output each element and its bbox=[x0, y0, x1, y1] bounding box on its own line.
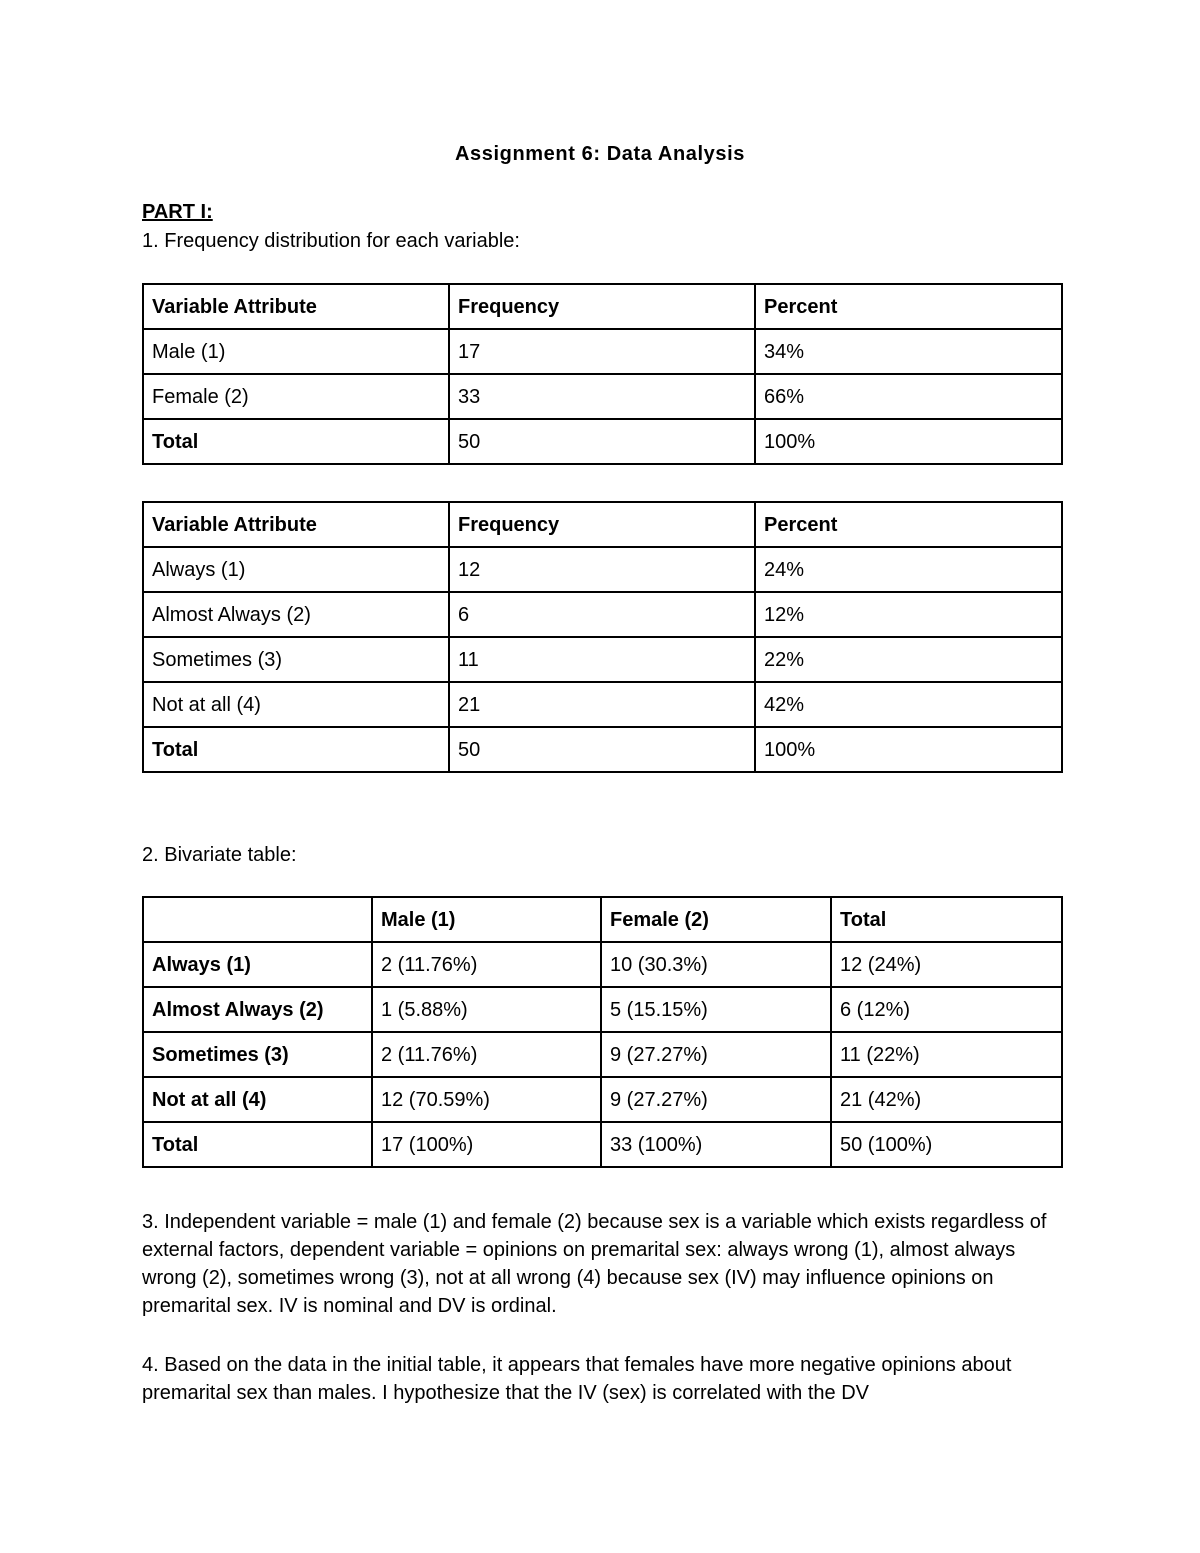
question-4-text: 4. Based on the data in the initial table, it appears that females have more negative opinions about premarital sex than males. I hypothesize that the IV (sex) is correlated with the DV bbox=[142, 1354, 1012, 1404]
header-cell bbox=[143, 897, 372, 942]
table-row bbox=[143, 592, 1062, 637]
table-cell: 21 bbox=[449, 682, 755, 727]
table-cell: 6 bbox=[449, 592, 755, 637]
table-cell: 6 (12%) bbox=[831, 987, 1062, 1032]
table-cell: 34% bbox=[755, 329, 1062, 374]
row-header-cell: Always (1) bbox=[143, 942, 372, 987]
table-row bbox=[143, 547, 1062, 592]
table-cell: 9 (27.27%) bbox=[601, 1032, 831, 1077]
table-row bbox=[143, 1032, 1062, 1077]
row-header-cell: Not at all (4) bbox=[143, 1077, 372, 1122]
table-row bbox=[143, 637, 1062, 682]
table-cell: 11 (22%) bbox=[831, 1032, 1062, 1077]
bivariate-table bbox=[142, 896, 1063, 1168]
header-cell: Male (1) bbox=[372, 897, 601, 942]
question-1-text: 1. Frequency distribution for each variable: bbox=[142, 230, 520, 252]
table-cell: Total bbox=[143, 419, 449, 464]
question-2-text: 2. Bivariate table: bbox=[142, 844, 297, 866]
table-cell: 11 bbox=[449, 637, 755, 682]
table-total-row bbox=[143, 727, 1062, 772]
part-heading: PART I: bbox=[142, 201, 213, 223]
header-cell: Percent bbox=[755, 284, 1062, 329]
table-cell: 5 (15.15%) bbox=[601, 987, 831, 1032]
table-cell: 12 (24%) bbox=[831, 942, 1062, 987]
table-header-row bbox=[143, 284, 1062, 329]
table-cell: 2 (11.76%) bbox=[372, 942, 601, 987]
header-cell: Variable Attribute bbox=[143, 502, 449, 547]
table-cell: Sometimes (3) bbox=[143, 637, 449, 682]
table-cell: 21 (42%) bbox=[831, 1077, 1062, 1122]
table-header-row bbox=[143, 897, 1062, 942]
table-cell: 17 (100%) bbox=[372, 1122, 601, 1167]
frequency-table-sex bbox=[142, 283, 1063, 465]
table-cell: 12 bbox=[449, 547, 755, 592]
table-cell: Almost Always (2) bbox=[143, 592, 449, 637]
header-cell: Total bbox=[831, 897, 1062, 942]
table-cell: 50 bbox=[449, 419, 755, 464]
table-header-row bbox=[143, 502, 1062, 547]
row-header-cell: Sometimes (3) bbox=[143, 1032, 372, 1077]
table-cell: 22% bbox=[755, 637, 1062, 682]
table-row bbox=[143, 1077, 1062, 1122]
header-cell: Percent bbox=[755, 502, 1062, 547]
table-cell: Male (1) bbox=[143, 329, 449, 374]
table-cell: 33 (100%) bbox=[601, 1122, 831, 1167]
row-header-cell: Almost Always (2) bbox=[143, 987, 372, 1032]
table-cell: 50 (100%) bbox=[831, 1122, 1062, 1167]
header-cell: Female (2) bbox=[601, 897, 831, 942]
frequency-table-opinion bbox=[142, 501, 1063, 773]
question-3-text: 3. Independent variable = male (1) and female (2) because sex is a variable which exists regardless of external factors, dependent variable = opinions on premarital sex: always wrong (1), almost always wrong (2), sometimes wrong (3), not at all wrong (4) because sex (IV) may influence opinions on premarital sex. IV is nominal and DV is ordinal. bbox=[142, 1211, 1047, 1317]
table-cell: 100% bbox=[755, 419, 1062, 464]
header-cell: Frequency bbox=[449, 502, 755, 547]
table-cell: Not at all (4) bbox=[143, 682, 449, 727]
table-cell: Always (1) bbox=[143, 547, 449, 592]
table-row bbox=[143, 942, 1062, 987]
table-cell: 24% bbox=[755, 547, 1062, 592]
table-cell: 17 bbox=[449, 329, 755, 374]
row-header-cell: Total bbox=[143, 1122, 372, 1167]
table-cell: Female (2) bbox=[143, 374, 449, 419]
table-cell: 2 (11.76%) bbox=[372, 1032, 601, 1077]
table-cell: 42% bbox=[755, 682, 1062, 727]
table-cell: 12% bbox=[755, 592, 1062, 637]
table-cell: 10 (30.3%) bbox=[601, 942, 831, 987]
table-cell: 12 (70.59%) bbox=[372, 1077, 601, 1122]
header-cell: Variable Attribute bbox=[143, 284, 449, 329]
table-cell: 33 bbox=[449, 374, 755, 419]
table-total-row bbox=[143, 419, 1062, 464]
table-cell: Total bbox=[143, 727, 449, 772]
table-row bbox=[143, 682, 1062, 727]
table-row bbox=[143, 987, 1062, 1032]
header-cell: Frequency bbox=[449, 284, 755, 329]
table-total-row bbox=[143, 1122, 1062, 1167]
table-row bbox=[143, 329, 1062, 374]
table-cell: 50 bbox=[449, 727, 755, 772]
table-cell: 1 (5.88%) bbox=[372, 987, 601, 1032]
table-cell: 100% bbox=[755, 727, 1062, 772]
table-cell: 66% bbox=[755, 374, 1062, 419]
table-row bbox=[143, 374, 1062, 419]
page-title: Assignment 6: Data Analysis bbox=[455, 143, 745, 165]
table-cell: 9 (27.27%) bbox=[601, 1077, 831, 1122]
